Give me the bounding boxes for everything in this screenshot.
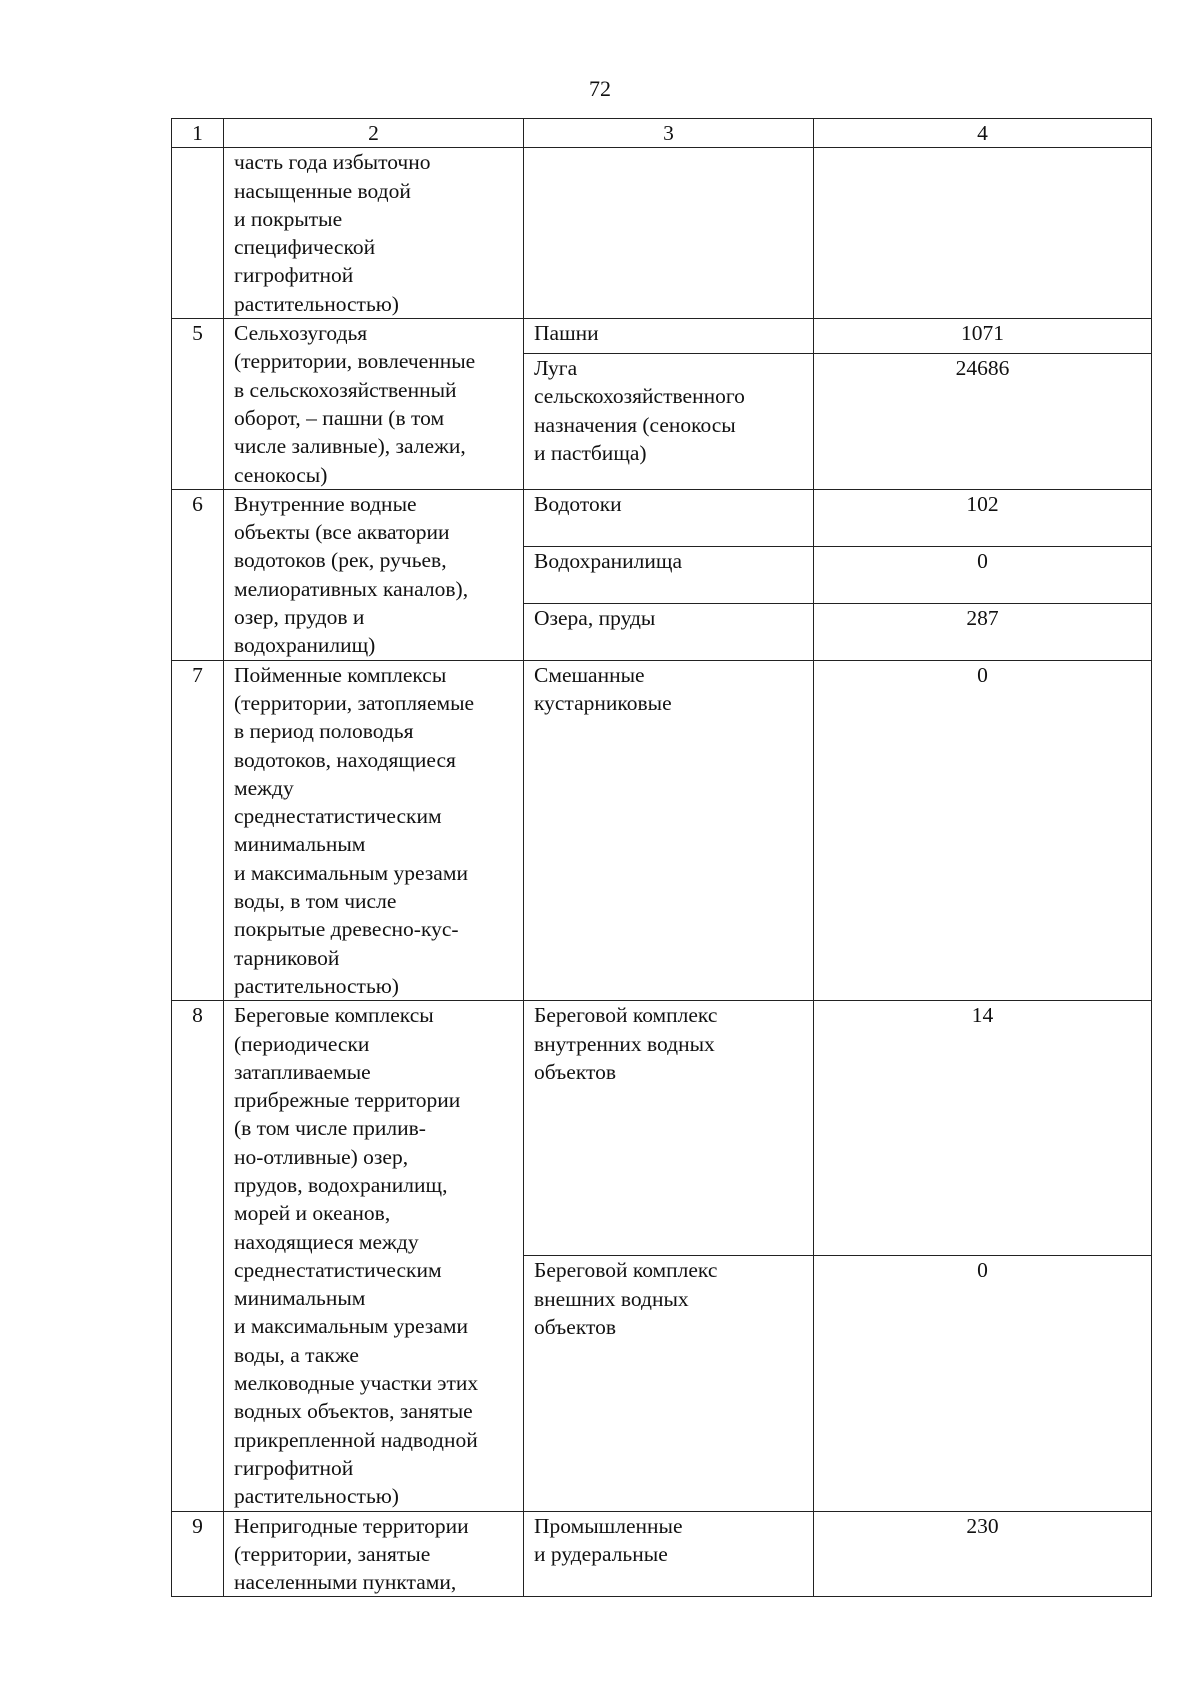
table-row	[172, 1511, 1152, 1597]
row-number: 8	[172, 1001, 224, 1511]
table-row	[172, 1001, 1152, 1256]
table-row	[172, 660, 1152, 1001]
subcategory-type: Пашни	[524, 319, 814, 354]
table-body	[172, 148, 1152, 1597]
area-value: 24686	[814, 353, 1152, 489]
column-header: 1	[172, 119, 224, 148]
category-description: часть года избыточно насыщенные водой и покрытые специфической гигрофитной растительностью)	[224, 148, 524, 319]
area-value: 102	[814, 489, 1152, 546]
area-value	[814, 148, 1152, 319]
subcategory-type: Водотоки	[524, 489, 814, 546]
area-value: 0	[814, 1256, 1152, 1511]
column-header: 4	[814, 119, 1152, 148]
category-description: Сельхозугодья (территории, вовлеченные в сельскохозяйственный оборот, – пашни (в том числе заливные), залежи, сенокосы)	[224, 319, 524, 490]
category-description: Внутренние водные объекты (все акватории водотоков (рек, ручьев, мелиоративных каналов), озер, прудов и водохранилищ)	[224, 489, 524, 660]
area-value: 0	[814, 546, 1152, 603]
column-header: 2	[224, 119, 524, 148]
subcategory-type: Луга сельскохозяйственного назначения (сенокосы и пастбища)	[524, 353, 814, 489]
row-number	[172, 148, 224, 319]
table-header-row	[172, 119, 1152, 148]
row-number: 6	[172, 489, 224, 660]
subcategory-type	[524, 148, 814, 319]
subcategory-type: Береговой комплекс внешних водных объектов	[524, 1256, 814, 1511]
page-number: 72	[589, 76, 611, 101]
area-value: 1071	[814, 319, 1152, 354]
category-description: Непригодные территории (территории, занятые населенными пунктами,	[224, 1511, 524, 1597]
area-value: 14	[814, 1001, 1152, 1256]
subcategory-type: Береговой комплекс внутренних водных объектов	[524, 1001, 814, 1256]
category-description: Пойменные комплексы (территории, затопляемые в период половодья водотоков, находящиеся между среднестатистическим минимальным и максимальным урезами воды, в том числе покрытые древесно-кус- тарниковой растительностью)	[224, 660, 524, 1001]
row-number: 9	[172, 1511, 224, 1597]
area-value: 287	[814, 603, 1152, 660]
land-category-table	[171, 118, 1152, 1597]
subcategory-type: Промышленные и рудеральные	[524, 1511, 814, 1597]
area-value: 0	[814, 660, 1152, 1001]
category-description: Береговые комплексы (периодически затапливаемые прибрежные территории (в том числе прилив- но-отливные) озер, прудов, водохранилищ, морей и океанов, находящиеся между среднестатистическим минимальным и максимальным урезами воды, а также мелководные участки этих водных объектов, занятые прикрепленной надводной гигрофитной растительностью)	[224, 1001, 524, 1511]
row-number: 5	[172, 319, 224, 490]
table-row	[172, 319, 1152, 354]
table-row	[172, 489, 1152, 546]
area-value: 230	[814, 1511, 1152, 1597]
subcategory-type: Смешанные кустарниковые	[524, 660, 814, 1001]
row-number: 7	[172, 660, 224, 1001]
subcategory-type: Озера, пруды	[524, 603, 814, 660]
table-row	[172, 148, 1152, 319]
subcategory-type: Водохранилища	[524, 546, 814, 603]
column-header: 3	[524, 119, 814, 148]
